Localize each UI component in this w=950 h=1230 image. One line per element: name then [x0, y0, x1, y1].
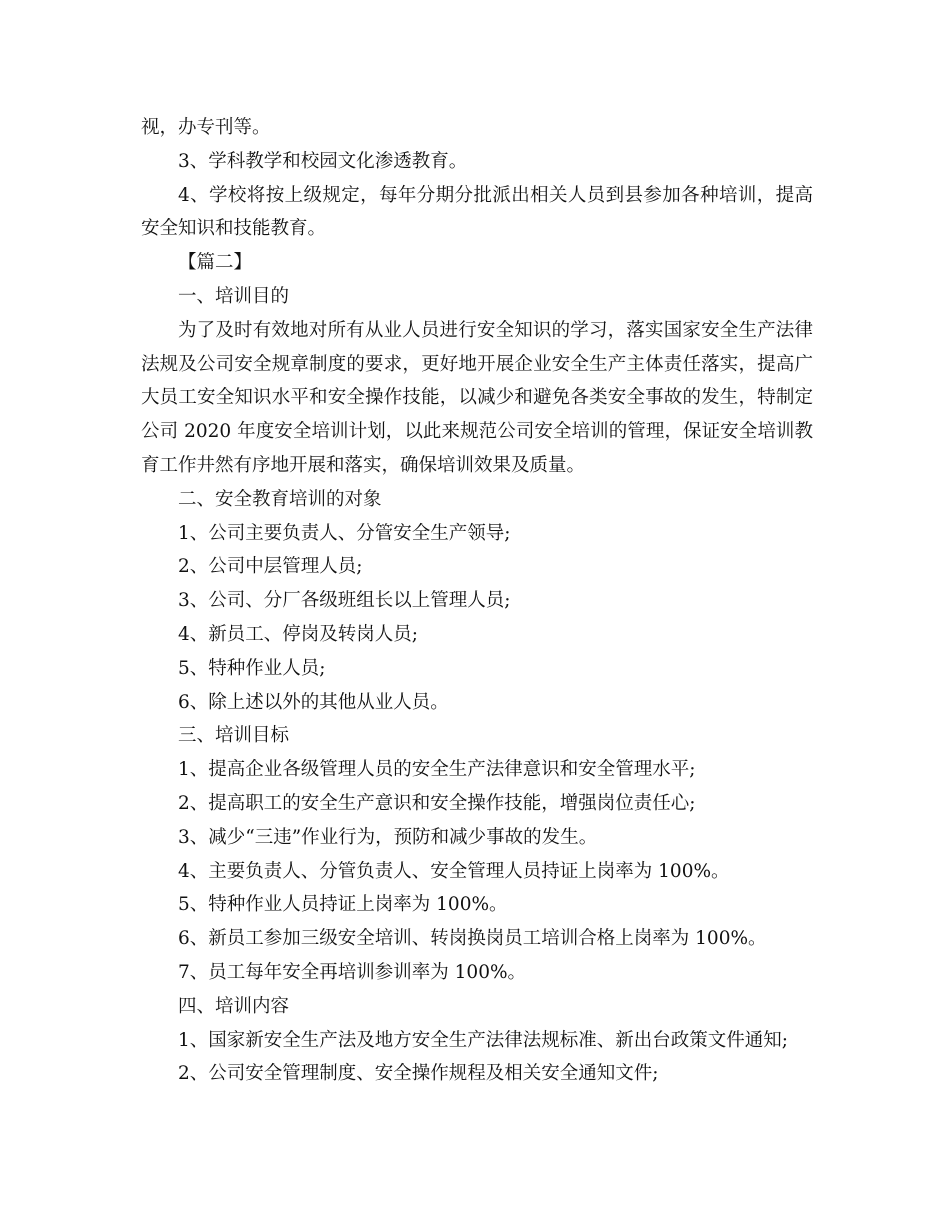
list-item: 3、公司、分厂各级班组长以上管理人员;: [178, 590, 511, 612]
section-heading-training-goals: 三、培训目标: [178, 725, 290, 747]
list-item: 2、公司安全管理制度、安全操作规程及相关安全通知文件;: [178, 1063, 659, 1085]
paragraph-training-purpose: 为了及时有效地对所有从业人员进行安全知识的学习，落实国家安全生产法律法规及公司安全规章制度的要求，更好地开展企业安全生产主体责任落实，提高广大员工安全知识水平和安全操作技能，以减少和避免各类安全事故的发生，特制定公司 2020 年度安全培训计划，以此来规范公司安全培训的管理，保证安全培训教育工作井然有序地开展和落实，确保培训效果及质量。: [141, 319, 813, 476]
section-heading-training-content: 四、培训内容: [178, 995, 290, 1017]
list-item: 5、特种作业人员持证上岗率为 100%。: [178, 894, 508, 916]
paragraph-item-4: 4、学校将按上级规定，每年分期分批派出相关人员到县参加各种培训，提高安全知识和技能教育。: [141, 184, 813, 240]
paragraph-item-3: 3、学科教学和校园文化渗透教育。: [178, 150, 468, 172]
section-heading-training-targets: 二、安全教育培训的对象: [178, 488, 382, 510]
list-item: 1、公司主要负责人、分管安全生产领导;: [178, 522, 511, 544]
paragraph-continuation: 视，办专刊等。: [141, 117, 271, 138]
list-item: 5、特种作业人员;: [178, 657, 326, 679]
list-item: 6、除上述以外的其他从业人员。: [178, 691, 449, 713]
list-item: 2、提高职工的安全生产意识和安全操作技能，增强岗位责任心;: [178, 792, 696, 814]
list-item: 1、国家新安全生产法及地方安全生产法律法规标准、新出台政策文件通知;: [178, 1029, 789, 1051]
list-item: 3、减少“三违”作业行为，预防和减少事故的发生。: [178, 826, 598, 848]
list-item: 2、公司中层管理人员;: [178, 556, 363, 578]
list-item: 1、提高企业各级管理人员的安全生产法律意识和安全管理水平;: [178, 759, 696, 781]
section-heading-training-purpose: 一、培训目的: [178, 285, 290, 307]
list-item: 7、员工每年安全再培训参训率为 100%。: [178, 961, 527, 983]
document-body: [141, 111, 813, 1091]
list-item: 6、新员工参加三级安全培训、转岗换岗员工培训合格上岗率为 100%。: [178, 928, 767, 950]
section-heading-part-two: 【篇二】: [178, 252, 253, 274]
list-item: 4、新员工、停岗及转岗人员;: [178, 623, 419, 645]
list-item: 4、主要负责人、分管负责人、安全管理人员持证上岗率为 100%。: [178, 860, 730, 882]
